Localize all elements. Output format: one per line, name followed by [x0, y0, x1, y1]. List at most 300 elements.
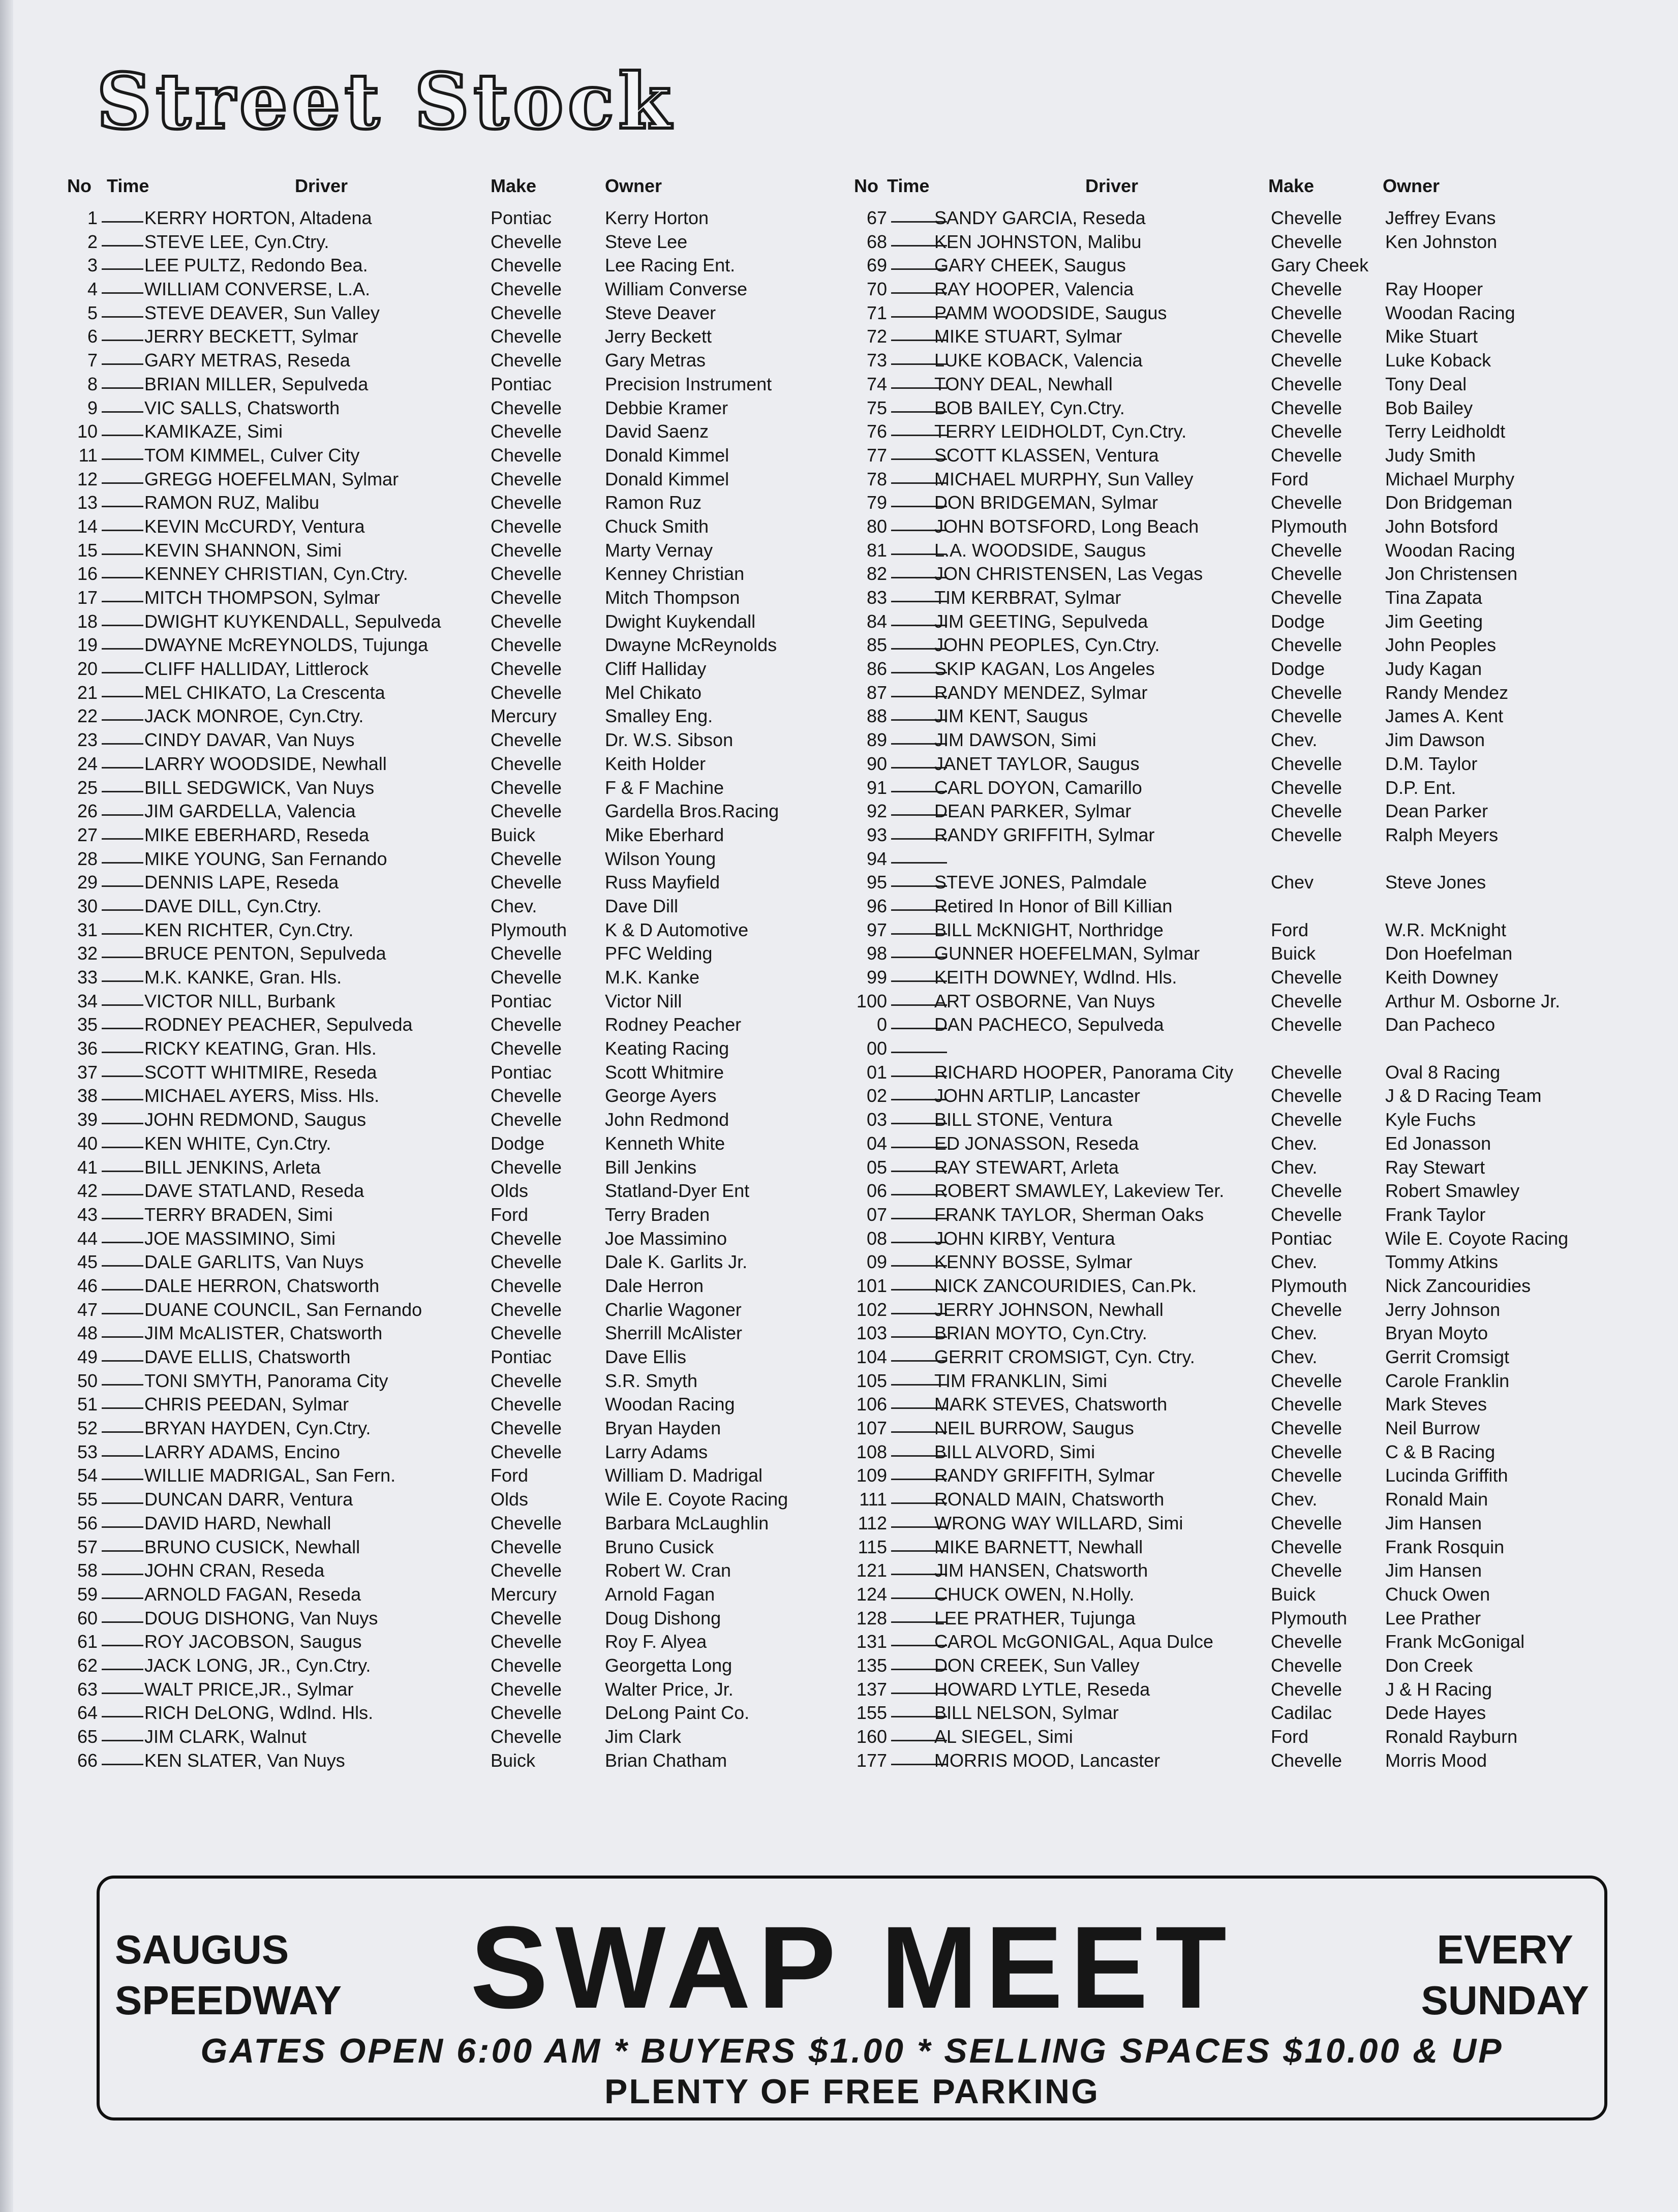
table-row: [71, 681, 823, 704]
table-row: [849, 704, 1601, 728]
table-row: [849, 324, 1601, 348]
ad-venue-line2: SPEEDWAY: [115, 1978, 342, 2023]
cell-make: Chevelle: [491, 326, 562, 347]
cell-no: 10: [77, 421, 98, 442]
table-row: [71, 1084, 823, 1108]
cell-make: Chev.: [1271, 1323, 1318, 1344]
cell-owner: Chuck Owen: [1385, 1583, 1490, 1605]
table-row: [71, 467, 823, 491]
cell-driver: TERRY BRADEN, Simi: [144, 1204, 333, 1225]
cell-make: Mercury: [491, 1583, 557, 1605]
cell-make: Chevelle: [491, 1323, 562, 1344]
time-blank: [102, 1716, 143, 1717]
header-make: Make: [1268, 175, 1315, 196]
table-row: [71, 1748, 823, 1772]
cell-no: 1: [87, 207, 98, 228]
cell-driver: TIM FRANKLIN, Simi: [934, 1370, 1108, 1391]
cell-owner: Jim Geeting: [1385, 610, 1483, 632]
cell-make: Pontiac: [491, 373, 552, 394]
cell-no: 70: [866, 279, 887, 300]
cell-owner: Kenneth White: [605, 1132, 725, 1154]
table-row: [849, 1440, 1601, 1464]
cell-no: 93: [866, 824, 887, 845]
table-row: [849, 1345, 1601, 1369]
entry-rows: [71, 206, 823, 1772]
cell-driver: MARK STEVES, Chatsworth: [934, 1394, 1168, 1415]
cell-make: Chevelle: [1271, 587, 1343, 608]
cell-no: 54: [77, 1465, 98, 1486]
cell-no: 131: [856, 1631, 887, 1652]
cell-owner: Woodan Racing: [1385, 539, 1515, 561]
time-blank: [102, 1265, 143, 1267]
cell-owner: Gerrit Cromsigt: [1385, 1346, 1510, 1367]
cell-no: 34: [77, 990, 98, 1011]
cell-driver: TERRY LEIDHOLDT, Cyn.Ctry.: [934, 421, 1187, 442]
cell-make: Gary Cheek: [1271, 255, 1369, 276]
cell-make: Chevelle: [491, 1726, 562, 1747]
cell-driver: JOHN ARTLIP, Lancaster: [934, 1085, 1140, 1107]
cell-owner: Scott Whitmire: [605, 1061, 724, 1083]
cell-owner: Joe Massimino: [605, 1227, 727, 1249]
table-row: [71, 324, 823, 348]
header-owner: Owner: [605, 175, 662, 196]
cell-driver: STEVE JONES, Palmdale: [934, 872, 1147, 893]
cell-no: 44: [77, 1227, 98, 1249]
time-blank: [102, 1289, 143, 1291]
cell-driver: LEE PULTZ, Redondo Bea.: [144, 255, 368, 276]
cell-driver: MIKE BARNETT, Newhall: [934, 1536, 1143, 1557]
entry-rows: [849, 206, 1601, 1772]
cell-make: Chevelle: [491, 658, 562, 680]
cell-owner: Steve Deaver: [605, 302, 716, 323]
header-driver: Driver: [295, 175, 348, 196]
cell-no: 75: [866, 397, 887, 418]
cell-driver: VIC SALLS, Chatsworth: [144, 397, 340, 418]
cell-no: 39: [77, 1109, 98, 1130]
time-blank: [102, 1099, 143, 1100]
time-blank: [102, 601, 143, 602]
cell-make: Chevelle: [491, 1394, 562, 1415]
time-blank: [102, 577, 143, 578]
cell-owner: J & D Racing Team: [1385, 1085, 1542, 1107]
cell-make: Chevelle: [491, 231, 562, 252]
cell-owner: Ralph Meyers: [1385, 824, 1499, 845]
cell-owner: Mitch Thompson: [605, 587, 740, 608]
table-row: [849, 490, 1601, 514]
table-row: [71, 1558, 823, 1582]
cell-owner: Brian Chatham: [605, 1749, 727, 1771]
cell-no: 37: [77, 1061, 98, 1083]
cell-make: Chevelle: [1271, 1394, 1343, 1415]
cell-owner: Don Hoefelman: [1385, 943, 1513, 964]
cell-owner: Charlie Wagoner: [605, 1299, 742, 1320]
table-row: [849, 965, 1601, 989]
cell-no: 36: [77, 1038, 98, 1059]
cell-driver: KENNY BOSSE, Sylmar: [934, 1251, 1133, 1273]
cell-owner: Ronald Rayburn: [1385, 1726, 1518, 1747]
cell-driver: HOWARD LYTLE, Reseda: [934, 1678, 1150, 1700]
time-blank: [102, 1764, 143, 1765]
table-row: [71, 1653, 823, 1677]
cell-make: Chevelle: [491, 302, 562, 323]
time-blank: [102, 648, 143, 650]
cell-owner: Frank Rosquin: [1385, 1536, 1505, 1557]
time-blank: [891, 862, 947, 864]
cell-owner: Kenney Christian: [605, 563, 745, 585]
cell-make: Chevelle: [491, 587, 562, 608]
cell-no: 82: [866, 563, 887, 585]
time-blank: [102, 1597, 143, 1599]
table-row: [849, 419, 1601, 443]
cell-make: Cadilac: [1271, 1702, 1332, 1724]
cell-driver: KEN RICHTER, Cyn.Ctry.: [144, 919, 354, 940]
cell-driver: GREGG HOEFELMAN, Sylmar: [144, 468, 399, 489]
cell-driver: MORRIS MOOD, Lancaster: [934, 1749, 1161, 1771]
cell-driver: TONY DEAL, Newhall: [934, 373, 1113, 394]
cell-owner: Roy F. Alyea: [605, 1631, 707, 1652]
cell-driver: RICH DeLONG, Wdlnd. Hls.: [144, 1702, 374, 1724]
time-blank: [102, 1360, 143, 1362]
table-row: [71, 799, 823, 823]
cell-driver: JOHN CRAN, Reseda: [144, 1560, 325, 1581]
cell-no: 95: [866, 872, 887, 893]
cell-owner: C & B Racing: [1385, 1441, 1496, 1462]
cell-make: Chevelle: [1271, 1109, 1343, 1130]
cell-no: 38: [77, 1085, 98, 1107]
cell-make: Pontiac: [491, 207, 552, 228]
table-row: [849, 728, 1601, 752]
cell-make: Chevelle: [1271, 990, 1343, 1011]
table-row: [71, 1535, 823, 1559]
cell-owner: Bruno Cusick: [605, 1536, 714, 1557]
cell-make: Chevelle: [491, 1631, 562, 1652]
cell-owner: William Converse: [605, 279, 748, 300]
cell-owner: Keating Racing: [605, 1038, 729, 1059]
table-row: [849, 443, 1601, 467]
cell-make: Chevelle: [1271, 279, 1343, 300]
cell-no: 100: [856, 990, 887, 1011]
time-blank: [102, 1384, 143, 1386]
cell-make: Chevelle: [491, 1251, 562, 1273]
cell-owner: S.R. Smyth: [605, 1370, 698, 1391]
table-row: [849, 514, 1601, 538]
cell-make: Chevelle: [491, 444, 562, 466]
cell-driver: BILL JENKINS, Arleta: [144, 1156, 321, 1178]
cell-driver: JERRY JOHNSON, Newhall: [934, 1299, 1164, 1320]
cell-owner: Victor Nill: [605, 990, 682, 1011]
cell-make: Buick: [491, 1749, 536, 1771]
cell-owner: Wile E. Coyote Racing: [605, 1489, 788, 1510]
cell-owner: Michael Murphy: [1385, 468, 1515, 489]
table-row: [849, 538, 1601, 562]
ad-headline: SWAP MEET: [470, 1902, 1234, 2033]
cell-no: 40: [77, 1132, 98, 1154]
cell-driver: JIM HANSEN, Chatsworth: [934, 1560, 1148, 1581]
cell-driver: KEN WHITE, Cyn.Ctry.: [144, 1132, 331, 1154]
table-row: [71, 1725, 823, 1748]
time-blank: [102, 1740, 143, 1741]
cell-driver: GERRIT CROMSIGT, Cyn. Ctry.: [934, 1346, 1195, 1367]
table-row: [71, 372, 823, 396]
cell-no: 89: [866, 729, 887, 751]
cell-no: 61: [77, 1631, 98, 1652]
table-row: [71, 586, 823, 609]
cell-no: 5: [87, 302, 98, 323]
cell-driver: JOE MASSIMINO, Simi: [144, 1227, 336, 1249]
cell-owner: Keith Downey: [1385, 967, 1499, 988]
table-row: [849, 1748, 1601, 1772]
cell-no: 15: [77, 539, 98, 561]
cell-driver: DAVID HARD, Newhall: [144, 1512, 331, 1533]
time-blank: [102, 1574, 143, 1575]
time-blank: [102, 1336, 143, 1338]
cell-make: Chevelle: [1271, 302, 1343, 323]
cell-no: 68: [866, 231, 887, 252]
ad-details: GATES OPEN 6:00 AM * BUYERS $1.00 * SELLING SPACES $10.00 & UP: [200, 2032, 1504, 2070]
cell-make: Chevelle: [1271, 444, 1343, 466]
cell-driver: DON CREEK, Sun Valley: [934, 1654, 1140, 1676]
table-row: [849, 1558, 1601, 1582]
cell-driver: BRUCE PENTON, Sepulveda: [144, 943, 386, 964]
cell-no: 3: [87, 255, 98, 276]
cell-no: 25: [77, 777, 98, 798]
cell-owner: Judy Smith: [1385, 444, 1476, 466]
swap-meet-advertisement: [97, 1876, 1607, 2121]
cell-no: 47: [77, 1299, 98, 1320]
table-row: [849, 1060, 1601, 1084]
cell-driver: NEIL BURROW, Saugus: [934, 1418, 1134, 1439]
cell-no: 124: [856, 1583, 887, 1605]
table-row: [71, 206, 823, 230]
table-row: [849, 1653, 1601, 1677]
time-blank: [102, 1147, 143, 1148]
cell-no: 128: [856, 1607, 887, 1629]
cell-make: Buick: [1271, 1583, 1316, 1605]
cell-owner: Neil Burrow: [1385, 1418, 1480, 1439]
table-row: [71, 1155, 823, 1179]
cell-owner: Mike Eberhard: [605, 824, 724, 845]
cell-owner: Jerry Johnson: [1385, 1299, 1501, 1320]
cell-driver: MIKE YOUNG, San Fernando: [144, 848, 387, 869]
table-row: [849, 752, 1601, 776]
cell-owner: Dean Parker: [1385, 801, 1488, 822]
cell-no: 108: [856, 1441, 887, 1462]
header-time: Time: [107, 175, 149, 196]
cell-no: 90: [866, 753, 887, 774]
cell-no: 121: [856, 1560, 887, 1581]
cell-driver: BILL STONE, Ventura: [934, 1109, 1113, 1130]
cell-driver: CHRIS PEEDAN, Sylmar: [144, 1394, 349, 1415]
table-row: [849, 1298, 1601, 1322]
time-blank: [102, 719, 143, 721]
cell-owner: Ray Hooper: [1385, 279, 1483, 300]
table-row: [849, 1084, 1601, 1108]
cell-owner: Wile E. Coyote Racing: [1385, 1227, 1569, 1249]
table-row: [849, 1155, 1601, 1179]
table-row: [71, 823, 823, 847]
table-row: [849, 1369, 1601, 1393]
table-row: [71, 1036, 823, 1060]
cell-owner: Donald Kimmel: [605, 468, 729, 489]
time-blank: [102, 980, 143, 982]
cell-owner: Jerry Beckett: [605, 326, 712, 347]
cell-make: Ford: [1271, 468, 1309, 489]
cell-make: Chevelle: [1271, 705, 1343, 727]
table-row: [849, 230, 1601, 254]
cell-no: 9: [87, 397, 98, 418]
cell-no: 09: [866, 1251, 887, 1273]
cell-no: 35: [77, 1014, 98, 1035]
cell-make: Chevelle: [491, 1085, 562, 1107]
cell-owner: Kyle Fuchs: [1385, 1109, 1476, 1130]
cell-owner: Dave Ellis: [605, 1346, 687, 1367]
cell-no: 45: [77, 1251, 98, 1273]
cell-make: Chevelle: [491, 1299, 562, 1320]
cell-owner: Tina Zapata: [1385, 587, 1482, 608]
table-row: [71, 443, 823, 467]
cell-no: 20: [77, 658, 98, 680]
cell-driver: MICHAEL AYERS, Miss. Hls.: [144, 1085, 380, 1107]
cell-driver: LARRY ADAMS, Encino: [144, 1441, 340, 1462]
time-blank: [102, 435, 143, 436]
cell-driver: BILL McKNIGHT, Northridge: [934, 919, 1164, 940]
cell-no: 7: [87, 350, 98, 371]
cell-no: 101: [856, 1275, 887, 1296]
cell-owner: Don Bridgeman: [1385, 492, 1513, 513]
cell-driver: ROY JACOBSON, Saugus: [144, 1631, 362, 1652]
cell-no: 41: [77, 1156, 98, 1178]
table-row: [849, 1179, 1601, 1203]
cell-no: 71: [866, 302, 887, 323]
cell-make: Chevelle: [491, 753, 562, 774]
cell-owner: Dale Herron: [605, 1275, 704, 1296]
cell-owner: Doug Dishong: [605, 1607, 721, 1629]
cell-no: 30: [77, 895, 98, 916]
cell-no: 177: [856, 1749, 887, 1771]
cell-make: Chevelle: [1271, 777, 1343, 798]
cell-make: Ford: [491, 1465, 529, 1486]
table-row: [849, 1535, 1601, 1559]
ad-venue-line1: SAUGUS: [115, 1927, 289, 1972]
cell-owner: Precision Instrument: [605, 373, 772, 394]
cell-owner: William D. Madrigal: [605, 1465, 763, 1486]
cell-make: Chevelle: [1271, 1299, 1343, 1320]
cell-make: Chevelle: [491, 1441, 562, 1462]
cell-make: Plymouth: [1271, 1607, 1348, 1629]
cell-driver: DON BRIDGEMAN, Sylmar: [934, 492, 1158, 513]
table-row: [849, 1203, 1601, 1226]
cell-driver: RANDY GRIFFITH, Sylmar: [934, 1465, 1155, 1486]
cell-driver: KEITH DOWNEY, Wdlnd. Hls.: [934, 967, 1177, 988]
table-row: [849, 1511, 1601, 1535]
cell-no: 00: [866, 1038, 887, 1059]
cell-make: Pontiac: [491, 1061, 552, 1083]
time-blank: [102, 411, 143, 413]
cell-owner: Kerry Horton: [605, 207, 709, 228]
cell-no: 8: [87, 373, 98, 394]
cell-make: Chevelle: [1271, 634, 1343, 656]
cell-driver: BRUNO CUSICK, Newhall: [144, 1536, 360, 1557]
time-blank: [102, 1052, 143, 1053]
cell-make: Chevelle: [1271, 1512, 1343, 1533]
cell-no: 23: [77, 729, 98, 751]
cell-owner: Steve Jones: [1385, 872, 1486, 893]
cell-no: 6: [87, 326, 98, 347]
table-row: [71, 633, 823, 657]
cell-no: 155: [856, 1702, 887, 1724]
table-row: [71, 1582, 823, 1606]
cell-owner: Wilson Young: [605, 848, 716, 869]
cell-driver: KENNEY CHRISTIAN, Cyn.Ctry.: [144, 563, 408, 585]
cell-driver: ARNOLD FAGAN, Reseda: [144, 1583, 361, 1605]
table-row: [849, 681, 1601, 704]
cell-driver: GARY CHEEK, Saugus: [934, 255, 1126, 276]
cell-owner: Rodney Peacher: [605, 1014, 742, 1035]
cell-no: 76: [866, 421, 887, 442]
cell-driver: KERRY HORTON, Altadena: [144, 207, 372, 228]
table-row: [71, 1630, 823, 1653]
cell-driver: JIM DAWSON, Simi: [934, 729, 1096, 751]
table-row: [71, 609, 823, 633]
cell-driver: ED JONASSON, Reseda: [934, 1132, 1139, 1154]
cell-make: Olds: [491, 1489, 529, 1510]
cell-driver: MIKE STUART, Sylmar: [934, 326, 1122, 347]
time-blank: [102, 1455, 143, 1457]
entry-list-left: [67, 175, 823, 1772]
cell-owner: George Ayers: [605, 1085, 717, 1107]
cell-driver: TIM KERBRAT, Sylmar: [934, 587, 1121, 608]
cell-driver: BILL SEDGWICK, Van Nuys: [144, 777, 375, 798]
cell-make: Chevelle: [1271, 1536, 1343, 1557]
table-row: [71, 776, 823, 800]
cell-owner: Jeffrey Evans: [1385, 207, 1496, 228]
cell-make: Chevelle: [491, 1678, 562, 1700]
time-blank: [102, 1645, 143, 1646]
cell-driver: RAY STEWART, Arleta: [934, 1156, 1119, 1178]
cell-make: Chevelle: [491, 610, 562, 632]
cell-make: Chevelle: [1271, 326, 1343, 347]
table-row: [71, 1677, 823, 1701]
table-row: [849, 941, 1601, 965]
cell-owner: David Saenz: [605, 421, 709, 442]
cell-driver: DUANE COUNCIL, San Fernando: [144, 1299, 422, 1320]
cell-make: Chevelle: [1271, 1678, 1343, 1700]
time-blank: [102, 1076, 143, 1077]
cell-driver: BILL NELSON, Sylmar: [934, 1702, 1119, 1724]
cell-driver: KEN JOHNSTON, Malibu: [934, 231, 1142, 252]
cell-no: 49: [77, 1346, 98, 1367]
cell-driver: FRANK TAYLOR, Sherman Oaks: [934, 1204, 1204, 1225]
cell-make: Chevelle: [491, 1702, 562, 1724]
cell-no: 98: [866, 943, 887, 964]
cell-no: 115: [858, 1536, 887, 1557]
table-row: [849, 1416, 1601, 1440]
cell-driver: RODNEY PEACHER, Sepulveda: [144, 1014, 413, 1035]
cell-driver: CINDY DAVAR, Van Nuys: [144, 729, 355, 751]
cell-owner: Dr. W.S. Sibson: [605, 729, 734, 751]
cell-owner: Steve Lee: [605, 231, 688, 252]
cell-no: 02: [866, 1085, 887, 1107]
cell-driver: JOHN KIRBY, Ventura: [934, 1227, 1115, 1249]
cell-driver: SKIP KAGAN, Los Angeles: [934, 658, 1155, 680]
cell-make: Chevelle: [1271, 1654, 1343, 1676]
cell-make: Chevelle: [1271, 1061, 1343, 1083]
cell-owner: D.P. Ent.: [1385, 777, 1456, 798]
time-blank: [102, 268, 143, 270]
cell-no: 58: [77, 1560, 98, 1581]
cell-no: 88: [866, 705, 887, 727]
cell-owner: Chuck Smith: [605, 515, 709, 537]
